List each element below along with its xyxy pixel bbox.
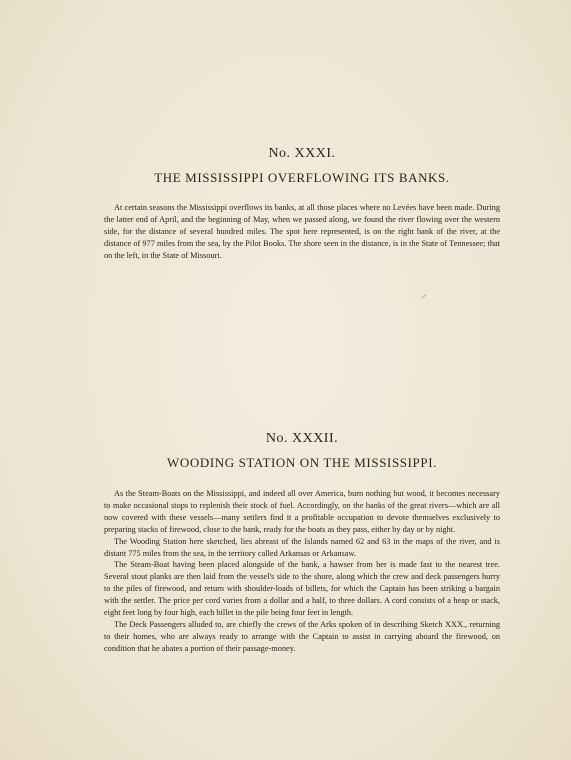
paper-mark [421, 294, 426, 299]
section-xxxi [104, 145, 500, 262]
paragraph: The Wooding Station here sketched, lies abreast of the Islands named 62 and 63 in the maps of the river, and is distant 775 miles from the sea, in the territory called Arkansas or Arkansaw. [104, 536, 500, 558]
section-title: THE MISSISSIPPI OVERFLOWING ITS BANKS. [154, 170, 450, 185]
section-number: No. XXXI. [268, 146, 336, 161]
paragraph: As the Steam-Boats on the Mississippi, and indeed all over America, burn nothing but wood, it becomes necessary to make occasional stops to replenish their stock of fuel. Accordingly, on the banks of the great rivers—which are all now covered with these vessels—many settlers find it a profitable occupation to devote themselves exclusively to preparing stacks of firewood, close to the bank, ready for the boats as they pass, either by day or by night. [104, 489, 500, 534]
section-xxxii [104, 430, 500, 655]
section-body [104, 202, 500, 262]
paragraph: The Deck Passengers alluded to, are chiefly the crews of the Arks spoken of in describing Sketch XXX., returning to their homes, who are always ready to arrange with the Captain to assist in carrying aboard the firewood, on condition that he abates a portion of their passage-money. [104, 619, 500, 653]
section-body [104, 488, 500, 655]
paragraph: At certain seasons the Mississippi overflows its banks, at all those places where no Levées have been made. During the latter end of April, and the beginning of May, when we passed along, we found the river flowing over the western side, for the distance of several hundred miles. The spot here represented, is on the right bank of the river, at the distance of 977 miles from the sea, by the Pilot Books. The shore seen in the distance, is in the State of Tennessee; that on the left, in the State of Missouri. [104, 203, 500, 260]
section-title: WOODING STATION ON THE MISSISSIPPI. [167, 455, 437, 470]
section-number: No. XXXII. [265, 431, 339, 446]
paragraph: The Steam-Boat having been placed alongside of the bank, a hawser from her is made fast to the nearest tree. Several stout planks are then laid from the vessel's side to the shore, along which the crew and deck passengers hurry to the piles of firewood, and return with shoulder-loads of billets, for which the Captain has been striking a bargain with the settler. The price per cord varies from a dollar and a half, to three dollars. A cord consists of a heap or stack, eight feet long by four high, each billet in the pile being four feet in length. [104, 560, 500, 618]
